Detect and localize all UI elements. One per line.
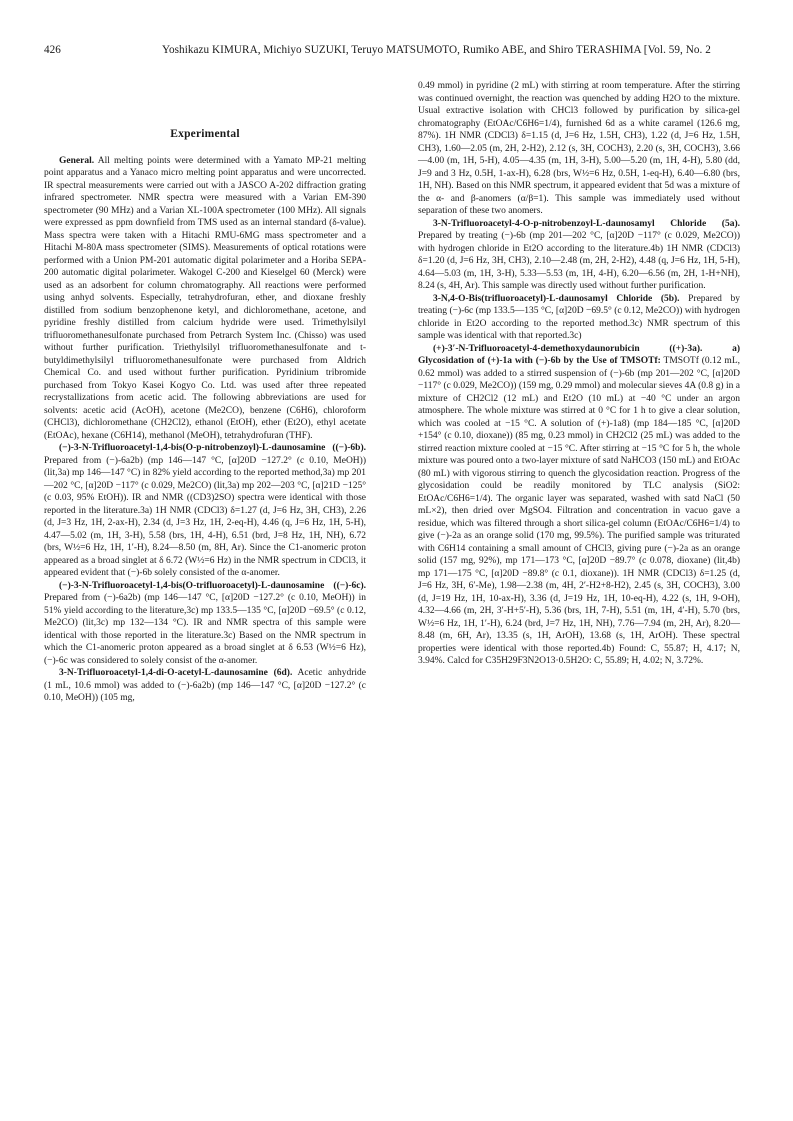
right-column (418, 80, 740, 668)
paragraph-body: All melting points were determined with a Yamato MP-21 melting point apparatus and a Yanaco micro melting point apparatus and were uncorrected. IR spectral measurements were carried out with a JASCO A-202 diffraction grating infrared spectrometer. NMR spectra were measured with a Varian EM-390 spectrometer (90 MHz) and a Varian XL-100A spectrometer (100 MHz). All signals were expressed as ppm downfield from TMS used as an internal standard (δ-value). Mass spectra were taken with a Hitachi RMU-6MG mass spectrometer and a Hitachi M-80A mass spectrometer (SIMS). Measurements of optical rotations were performed with a Union PM-201 automatic digital polarimeter and a Horiba SEPA-200 automatic digital polarimeter. Wakogel C-200 and Kieselgel 60 (Merck) were used as an adsorbent for column chromatography. All reactions were performed using anhyd solvents. Especially, tetrahydrofuran, ether, and dioxane freshly distilled from sodium benzophenone ketyl, and dichloromethane, acetone, and pyridine freshly distilled from calcium hydride were used. Trimethylsilyl trifluoromethanesulfonate purchased from Petrarch System Inc. (Chisso) was used without further purification. Triethylsilyl trifluoromethanesulfonate and t-butyldimethylsilyl trifluoromethanesulfonate were purchased from Aldrich Chemical Co. and used without further purification. Pyridinium tribromide purchased from Tokyo Kasei Kogyo Co. Ltd. was used after three repeated recrystallizations from acetic acid. The following abbreviations are used for solvents: acetic acid (AcOH), acetone (Me2CO), benzene (C6H6), chloroform (CHCl3), dichloromethane (CH2Cl2), ethanol (EtOH), ether (Et2O), ethyl acetate (EtOAc), hexane (C6H14), methanol (MeOH), tetrahydrofuran (THF). (44, 155, 366, 441)
paragraph-body: Prepared from (−)-6a2b) (mp 146—147 °C, [α]20D −127.2° (c 0.10, MeOH)) in 51% yield according to the literature,3c) mp 133.5—135 °C, [α]20D −69.5° (c 0.12, Me2CO) (lit,3c) mp 132—134 °C). IR and NMR spectra of this sample were identical with those reported in the literature.3c) Based on the NMR spectrum in which the C1-anomeric proton appeared as a broad singlet at δ 6.53 (W½=6 Hz), (−)-6c was considered to solely consist of the α-anomer. (44, 593, 366, 666)
paragraph-3a (418, 343, 740, 668)
paragraph-body: Prepared by treating (−)-6b (mp 201—202 °C, [α]20D −117° (c 0.029, Me2CO)) with hydrogen chloride in Et2O according to the literature.4b) 1H NMR (CDCl3) δ=1.20 (d, J=6 Hz, 3H, CH3), 2.10—2.48 (m, 2H, 2-H2), 4.48 (q, J=6 Hz, 1H, 5-H), 4.64—5.03 (m, 1H, 3-H), 5.33—5.53 (m, 1H, 4-H), 6.20—6.56 (m, 2H, 1-H+NH), 8.24 (s, 4H, Ar). This sample was directly used without further purification. (418, 231, 740, 291)
page-number: 426 (44, 44, 61, 56)
paragraph-lead: 3-N,4-O-Bis(trifluoroacetyl)-L-daunosamyl Chloride (5b). (433, 293, 680, 304)
paragraph-6c (44, 580, 366, 668)
paragraph-body: 0.49 mmol) in pyridine (2 mL) with stirring at room temperature. After the stirring was continued overnight, the reaction was quenched by adding H2O to the mixture. Usual extractive isolation with CHCl3 followed by purification by silica-gel chromatography (EtOAc/C6H6=1/4), furnished 6d as a white caramel (126.6 mg, 87%). 1H NMR (CDCl3) δ=1.15 (d, J=6 Hz, 1.5H, CH3), 1.22 (d, J=6 Hz, 1.5H, CH3), 1.60—2.05 (m, 2H, 2-H2), 2.12 (s, 3H, COCH3), 2.20 (s, 3H, COCH3), 3.66—4.00 (m, 1H, 5-H), 4.05—4.35 (m, 1H, 3-H), 5.00—5.20 (m, 1H, 4-H), 5.80 (dd, J=9 and 3 Hz, 0.5H, 1-ax-H), 6.28 (brs, W½=6 Hz, 0.5H, 1-eq-H), 6.40—6.80 (brs, 1H, NH). Based on this NMR spectrum, it appeared evident that 5d was a mixture of the α- and β-anomers (α/β=1). This sample was immediately used without separation of these two anomers. (418, 81, 740, 216)
left-column (44, 128, 366, 705)
paragraph-6d (44, 667, 366, 705)
paragraph-5b (418, 293, 740, 343)
paragraph-body: Prepared by treating (−)-6c (mp 133.5—135 °C, [α]20D −69.5° (c 0.12, Me2CO)) with hydrogen chloride in Et2O according to the reported method.3c) NMR spectrum of this sample was identical with that reported.3c) (418, 293, 740, 341)
paragraph-lead: (−)-3-N-Trifluoroacetyl-1,4-bis(O-trifluoroacetyl)-L-daunosamine ((−)-6c). (59, 580, 366, 591)
paragraph-lead: (+)-3′-N-Trifluoroacetyl-4-demethoxydaunorubicin ((+)-3a). a) Glycosidation of (+)-1a with (−)-6b by the Use of TMSOTf: (418, 343, 740, 366)
paragraph-6b (44, 442, 366, 580)
paragraph-body: TMSOTf (0.12 mL, 0.62 mmol) was added to a stirred suspension of (−)-6b (mp 201—202 °C, [α]20D −117° (c 0.029, Me2CO)) (159 mg, 0.29 mmol) and molecular sieves 4A (0.8 g) in a mixture of CH2Cl2 (12 mL) and Et2O (10 mL) at −40 °C under an argon atmosphere. The whole mixture was stirred at 0 °C for 1 h to give a clear solution, which was cooled at −15 °C. A solution of (+)-1a8) (mp 184—185 °C, [α]20D +154° (c 0.10, dioxane)) (85 mg, 0.23 mmol) in CH2Cl2 (25 mL) was added to the stirred reaction mixture cooled at −15 °C. After stirring at −15 °C for 5 h, the whole mixture was poured onto a two-layer mixture of satd NaHCO3 (150 mL) and EtOAc (80 mL) with vigorous stirring to quench the glycosidation reaction. Progress of the glycosidation could be readily monitored by TLC analysis (SiO2: EtOAc/C6H6=1/4). The organic layer was separated, washed with satd NaCl (50 mL×2), then dried over MgSO4. Filtration and concentration in vacuo gave a residue, which was filtered through a short silica-gel column (EtOAc/C6H6=1/4) to give (−)-2a as an orange solid (170 mg, 99.5%). The purified sample was triturated with C6H14 containing a small amount of CHCl3, giving pure (−)-2a as an orange solid (157 mg, 92%), mp 171—173 °C, [α]20D −89.7° (c 0.078, dioxane) (lit,4b) mp 171—175 °C, [α]20D −89.8° (c 0.1, dioxane)). 1H NMR (CDCl3) δ=1.25 (d, J=6 Hz, 3H, 6′-Me), 1.98—2.38 (m, 4H, 2′-H2+8-H2), 2.45 (s, 3H, COCH3), 3.00 (d, J=19 Hz, 1H, 10-ax-H), 3.36 (d, J=19 Hz, 1H, 10-eq-H), 4.22 (s, 1H, 9-OH), 4.32—4.66 (m, 2H, 3′-H+5′-H), 5.36 (brs, 1H, 7-H), 5.51 (m, 1H, 4′-H), 5.70 (brs, W½=6 Hz, 1H, 1′-H), 6.24 (brd, J=7 Hz, 1H, NH), 7.76—7.94 (m, 2H, Ar), 8.20—8.48 (m, 6H, Ar), 13.35 (s, 1H, ArOH), 13.68 (s, 1H, ArOH). These spectral properties were identical with those reported.4b) Found: C, 55.87; H, 4.17; N, 3.94%. Calcd for C35H29F3N2O13·0.5H2O: C, 55.89; H, 4.02; N, 3.72%. (418, 356, 740, 666)
running-title: Yoshikazu KIMURA, Michiyo SUZUKI, Teruyo MATSUMOTO, Rumiko ABE, and Shiro TERASHIMA [Vol. 59, No. 2 (162, 44, 711, 56)
paragraph-lead: 3-N-Trifluoroacetyl-4-O-p-nitrobenzoyl-L-daunosamyl Chloride (5a). (433, 218, 740, 229)
paragraph-body: Acetic anhydride (1 mL, 10.6 mmol) was added to (−)-6a2b) (mp 146—147 °C, [α]20D −127.2° (c 0.10, MeOH)) (105 mg, (44, 668, 366, 703)
paragraph-body: Prepared from (−)-6a2b) (mp 146—147 °C, [α]20D −127.2° (c 0.10, MeOH)) (lit,3a) mp 146—147 °C) in 82% yield according to the reported method,3a) mp 201—202 °C, [α]20D −117° (c 0.029, Me2CO) (lit,3a) mp 202—203 °C, [α]21D −125° (c 0.03, 95% EtOH)). IR and NMR ((CD3)2SO) spectra were identical with those reported in the literature.3a) 1H NMR (CDCl3) δ=1.27 (d, J=6 Hz, 3H, CH3), 2.26 (d, J=3 Hz, 1H, 2-ax-H), 2.34 (d, J=3 Hz, 1H, 2-eq-H), 4.46 (q, J=6 Hz, 1H, 5-H), 4.47—5.02 (m, 1H, 3-H), 5.58 (brs, 1H, 4-H), 6.51 (brd, J=8 Hz, 1H, NH), 6.72 (brs, W½=6 Hz, 1H, 1′-H), 8.24—8.50 (m, 8H, Ar). Since the C1-anomeric proton appeared as a broad singlet at δ 6.72 (W½=6 Hz) in the NMR spectrum in CDCl3, it appeared evident that (−)-6b solely consisted of the α-anomer. (44, 455, 366, 578)
section-title: Experimental (170, 128, 240, 140)
paragraph-lead: General. (59, 155, 95, 166)
paragraph-general (44, 155, 366, 443)
paragraph-lead: 3-N-Trifluoroacetyl-1,4-di-O-acetyl-L-daunosamine (6d). (59, 668, 293, 678)
paragraph-5a (418, 218, 740, 293)
running-header (44, 44, 735, 60)
paragraph-lead: (−)-3-N-Trifluoroacetyl-1,4-bis(O-p-nitrobenzoyl)-L-daunosamine ((−)-6b). (59, 443, 366, 453)
paragraph-6d-continued (418, 80, 740, 218)
